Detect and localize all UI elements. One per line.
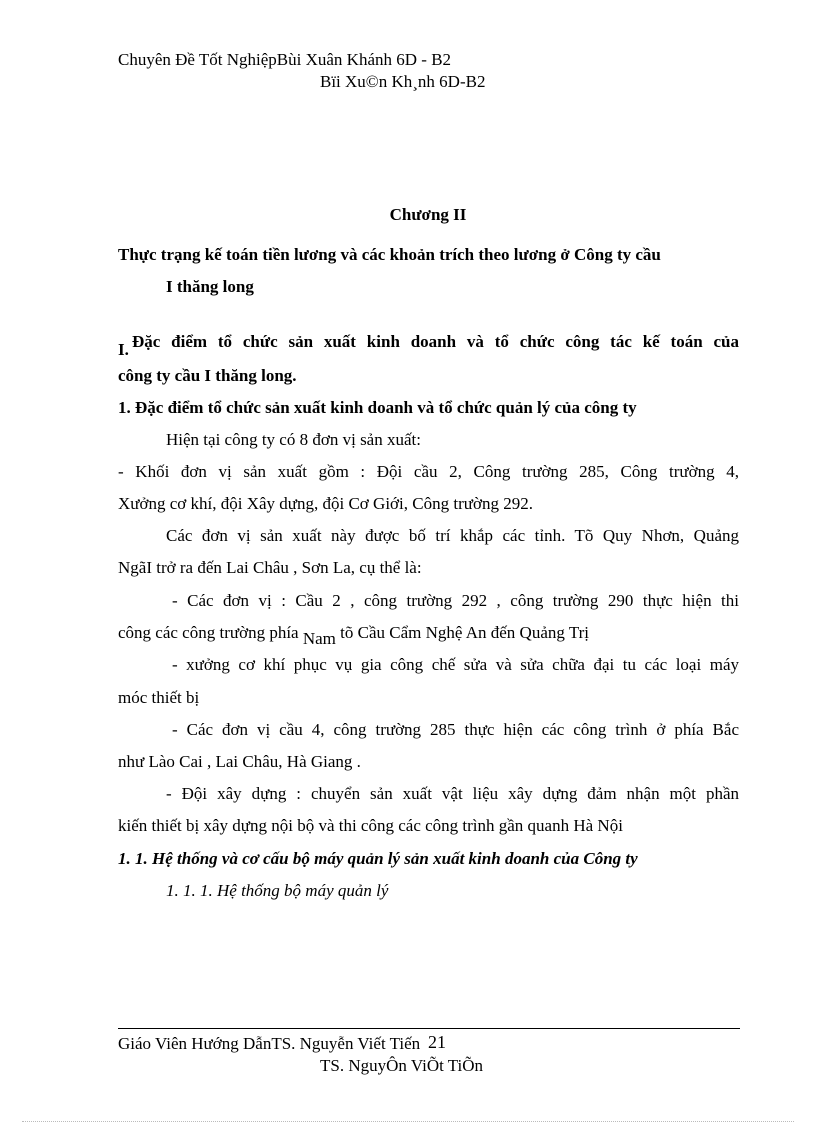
paragraph-4-line-2 (118, 623, 589, 648)
section-marker: I. (118, 340, 129, 359)
chapter-title-line-2: I thăng long (166, 277, 254, 296)
paragraph-6-line-2: như Lào Cai , Lai Châu, Hà Giang . (118, 752, 361, 771)
section-heading-line-2: công ty cầu I thăng long. (118, 366, 297, 385)
chapter-label: Chương II (389, 205, 467, 224)
header-line-1: Chuyên Đề Tốt NghiệpBùi Xuân Khánh 6D - B2 (118, 50, 452, 69)
page-number: 21 (428, 1032, 446, 1052)
paragraph-7-line-1: - Đội xây dựng : chuyển sản xuất vật liệu xây dựng đảm nhận một phần (166, 784, 739, 803)
chapter-title-line-1: Thực trạng kế toán tiền lương và các khoản trích theo lương ở Công ty cầu (118, 245, 661, 264)
paragraph-4-nam: Nam (302, 629, 336, 648)
paragraph-2-line-1: - Khối đơn vị sản xuất gồm : Đội cầu 2, Công trường 285, Công trường 4, (118, 462, 739, 481)
footer-line-1: Giáo Viên Hướng DẫnTS. Nguyễn Viết Tiến (118, 1034, 421, 1053)
subsection-heading: 1. Đặc điểm tổ chức sản xuất kinh doanh và tổ chức quản lý của công ty (118, 398, 637, 417)
header-line-2: Bïi Xu©n Kh¸nh 6D-B2 (320, 72, 486, 91)
paragraph-7-line-2: kiến thiết bị xây dựng nội bộ và thi công các công trình gần quanh Hà Nội (118, 816, 623, 835)
paragraph-3-line-1: Các đơn vị sản xuất này được bố trí khắp các tỉnh. Tõ Quy Nhơn, Quảng (166, 526, 739, 545)
footer-line-2: TS. NguyÔn ViÕt TiÕn (320, 1056, 484, 1075)
paragraph-5-line-1: - xưởng cơ khí phục vụ gia công chế sửa và sửa chữa đại tu các loại máy (172, 655, 739, 674)
section-heading-line-1: Đặc điểm tổ chức sản xuất kinh doanh và tổ chức công tác kế toán của (132, 332, 739, 351)
paragraph-1: Hiện tại công ty có 8 đơn vị sản xuất: (166, 430, 421, 449)
paragraph-2-line-2: Xưởng cơ khí, đội Xây dựng, đội Cơ Giới, Công trường 292. (118, 494, 533, 513)
paragraph-4-text-a: công các công trường phía (118, 623, 303, 642)
page-bottom-border (22, 1121, 794, 1122)
footer-rule (118, 1028, 740, 1029)
paragraph-5-line-2: móc thiết bị (118, 688, 200, 707)
paragraph-4-text-b: tõ Cầu Cẩm Nghệ An đến Quảng Trị (335, 623, 589, 642)
paragraph-6-line-1: - Các đơn vị cầu 4, công trường 285 thực hiện các công trình ở phía Bắc (172, 720, 739, 739)
paragraph-3-line-2: NgãI trở ra đến Lai Châu , Sơn La, cụ thể là: (118, 558, 422, 577)
subsection-1-1-1-heading: 1. 1. 1. Hệ thống bộ máy quản lý (166, 881, 389, 900)
subsection-1-1-heading: 1. 1. Hệ thống và cơ cấu bộ máy quản lý sản xuất kinh doanh của Công ty (118, 849, 638, 868)
paragraph-4-line-1: - Các đơn vị : Cầu 2 , công trường 292 , công trường 290 thực hiện thi (172, 591, 739, 610)
